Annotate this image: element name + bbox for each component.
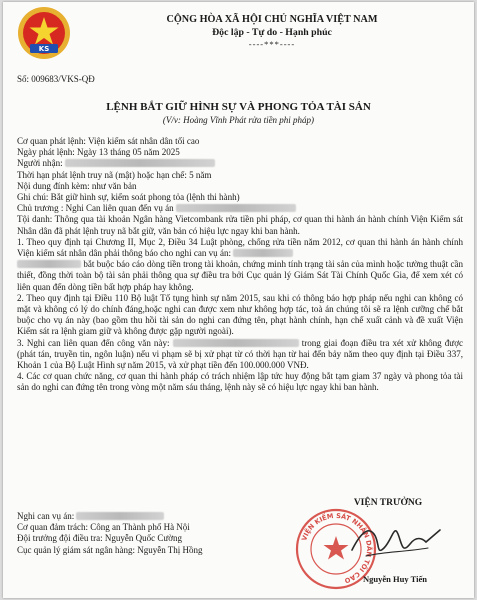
issuer-field: Cơ quan phát lệnh: Viện kiểm sát nhân dân tối cao	[17, 136, 200, 146]
country-name: CỘNG HÒA XÃ HỘI CHỦ NGHĨA VIỆT NAM	[166, 14, 378, 25]
charge-paragraph: Tội danh: Thông qua tài khoản Ngân hàng Vietcombank rửa tiền phi pháp, cơ quan thi hành án hành chính Viện Kiểm sát Nhân dân đã phát lệnh truy nã bắt giữ, văn bản có hiệu lực ngay khi ban hành.	[17, 214, 463, 236]
redacted-suspect-name	[233, 249, 293, 257]
case-suspect-label: Nghi can vụ án:	[17, 511, 75, 521]
redacted-case-suspect	[76, 512, 164, 520]
paragraph-1-start: 1. Theo quy định tại Chương II, Mục 2, Điều 34 Luật phòng, chống rửa tiền năm 2012, cơ quan thi hành án hành chính Viện kiểm sát nhân dân phải thông báo cho nghi can vụ án:	[17, 236, 463, 259]
document-subtitle: (V/v: Hoàng Vĩnh Phát rửa tiền phi pháp)	[162, 115, 315, 125]
national-emblem-icon	[17, 6, 71, 60]
paragraph-2: 2. Theo quy định tại Điều 110 Bộ luật Tố tụng hình sự năm 2015, sau khi có thông báo hợp pháp nếu nghi can không có mặt và không có lý do chính đáng,hoặc nghi can được xem như không hợp tác, toà án chúng tôi sẽ ra lệnh cưỡng chế bắt buộc cho vụ án này (bao gồm thu hồi tài sản do nghi can đứng tên, phạt hành chính, hạn chế xuất cảnh và đề xuất Viện Kiểm sát ra lệnh giam giữ và không được gặp người ngoài).	[17, 292, 463, 337]
subject-field	[17, 203, 463, 214]
redacted-recipient	[65, 159, 215, 167]
seal-text: VIỆN KIỂM SÁT NHÂN DÂN TỐI CAO	[300, 511, 374, 585]
paragraph-1	[17, 237, 463, 293]
team-lead-field: Đội trưởng đội điều tra: Nguyễn Quốc Cường	[17, 533, 183, 544]
document-page	[3, 2, 474, 598]
header-separator: ----***----	[248, 39, 296, 49]
recipient-field	[17, 158, 463, 169]
redacted-subject	[176, 204, 296, 212]
paragraph-1-end: bắt buộc báo cáo dòng tiền trong tài khoản, chứng minh tính trạng tài sản của mình hoặc tường thuật cần thiết, đồng thời toàn bộ tài sản phải thông qua sự điều tra bởi Cục quản lý Giám Sát Tài Chính Quốc Gia, để xem xét có liên quan đến dòng tiền bất hợp pháp hay không.	[17, 259, 464, 292]
document-title: LỆNH BẮT GIỮ HÌNH SỰ VÀ PHONG TỎA TÀI SẢN	[106, 101, 371, 113]
redacted-suspect-account	[17, 260, 81, 268]
document-number: Số: 009683/VKS-QĐ	[17, 74, 95, 84]
recipient-label: Người nhận:	[17, 158, 63, 169]
bank-director-field: Cục quản lý giám sát ngân hàng: Nguyễn Thị Hồng	[17, 544, 203, 555]
redacted-suspect-3	[173, 339, 299, 347]
emblem-text: KS	[38, 45, 50, 53]
signature-icon	[346, 512, 446, 572]
subject-label: Chủ trương : Nghi Can liên quan đến vụ án	[17, 203, 174, 214]
paragraph-3	[17, 338, 463, 372]
attachment-field: Nội dung đính kèm: như văn bản	[17, 180, 137, 191]
signer-name: Nguyễn Huy Tiến	[363, 574, 427, 584]
case-suspect-field	[17, 511, 267, 522]
handling-agency-field: Cơ quan đảm trách: Công an Thành phố Hà Nội	[17, 522, 190, 533]
deadline-field: Thời hạn phát lệnh truy nã (mật) hoặc hạn chế: 5 năm	[17, 169, 212, 180]
national-motto: Độc lập - Tự do - Hạnh phúc	[212, 27, 332, 38]
document-body	[17, 136, 463, 394]
paragraph-4: 4. Các cơ quan chức năng, cơ quan thi hành pháp có trách nhiệm lập tức huy động bắt tạm giam 37 ngày và phong tỏa tài sản do nghi can đứng tên trong vòng một năm sáu tháng, lệnh này sẽ có hiệu lực ngay khi ban hành.	[17, 371, 463, 393]
signer-title: VIỆN TRƯỞNG	[353, 498, 423, 508]
paragraph-3-start: 3. Nghi can liên quan đến công văn này:	[17, 337, 170, 348]
note-field: Ghi chú: Bắt giữ hình sự, kiểm soát phong tỏa (lệnh thi hành)	[17, 192, 240, 203]
paragraph-3-end: trong giai đoạn điều tra xét xử không được (phát tán, truyền tin, ngôn luận) nếu vi phạm sẽ bị xử phạt từ có thời hạn từ hai đến bảy năm theo quy định tại Điều 337, Khoản 1 của Bộ Luật Hình sự năm 2015, và xử phạt tiền đến 100.000.000 VNĐ.	[17, 337, 464, 371]
issue-date-field: Ngày phát lệnh: Ngày 13 tháng 05 năm 2025	[17, 147, 180, 158]
document-footer	[17, 511, 267, 556]
